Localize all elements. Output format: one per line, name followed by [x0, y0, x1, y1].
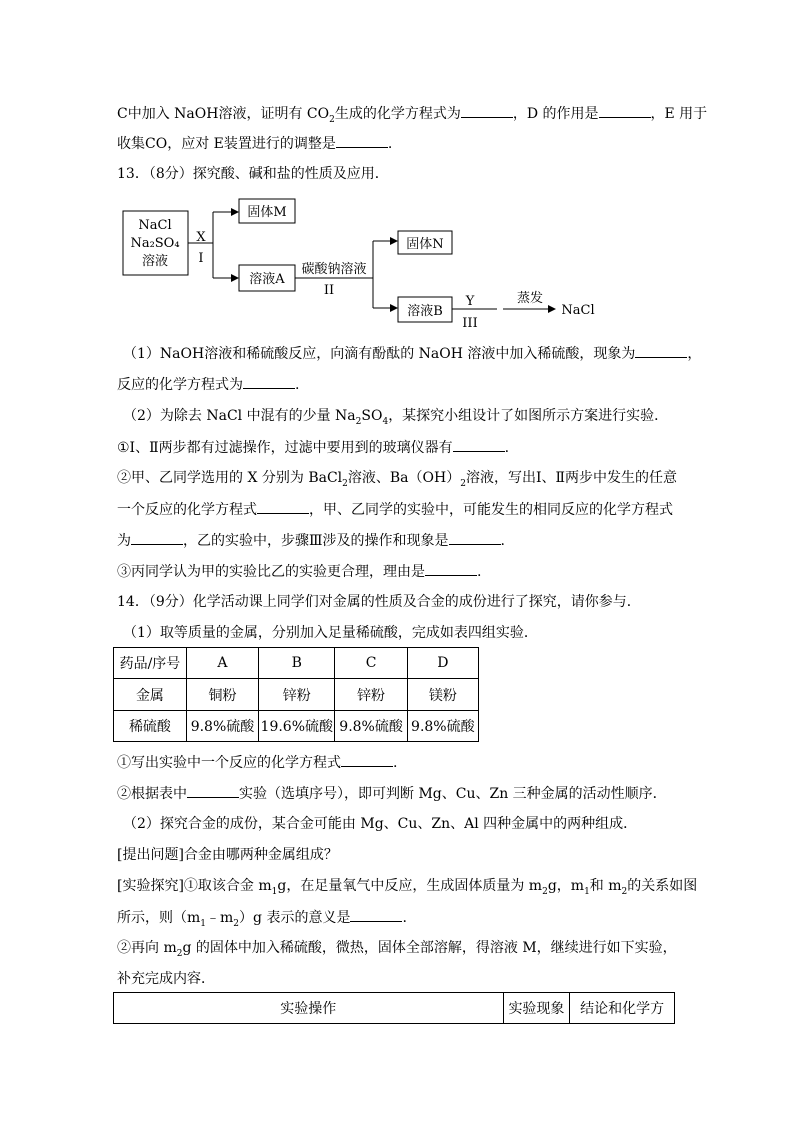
answer-blank[interactable]: [336, 133, 388, 148]
solid-m-label: 固体M: [247, 205, 287, 220]
answer-blank[interactable]: [257, 499, 309, 514]
product-label: NaCl: [561, 303, 595, 318]
flow-diagram: [115, 196, 615, 336]
table-cell: 稀硫酸: [114, 711, 187, 742]
text-line: [实验探究]①取该合金 $m_1g$，在足量氧气中反应，生成固体质量为 $m_2g$，$m_1$和 $m_2$的关系如图: [117, 878, 698, 897]
text-line: ③丙同学认为甲的实验比乙的实验更合理，理由是 .: [117, 561, 481, 582]
y-label: Y: [465, 294, 475, 309]
solution-a-label: 溶液A: [249, 272, 285, 287]
start-box-line: NaCl: [138, 218, 172, 233]
text-line: （1）取等质量的金属，分别加入足量稀硫酸，完成如表四组实验．: [123, 625, 538, 641]
solution-b-label: 溶液B: [407, 304, 443, 319]
table-header: D: [407, 648, 478, 679]
text-line: ②再向 $m_2g$ 的固体中加入稀硫酸，微热，固体全部溶解，得溶液 M，继续进行如下实验，: [117, 940, 677, 959]
text-line: 一个反应的化学方程式 ，甲、乙同学的实验中，可能发生的相同反应的化学方程式: [117, 499, 673, 520]
answer-blank[interactable]: [131, 530, 183, 545]
answer-blank[interactable]: [635, 343, 687, 358]
x-label: X: [196, 230, 206, 245]
answer-blank[interactable]: [449, 530, 501, 545]
table-header: A: [186, 648, 258, 679]
table-header-row: [114, 993, 675, 1024]
table-cell: 9.8%硫酸: [407, 711, 478, 742]
answer-blank[interactable]: [350, 907, 402, 922]
table-cell: 锌粉: [335, 679, 407, 711]
start-box-line: 溶液: [141, 254, 169, 269]
text-line: [提出问题]合金由哪两种金属组成？: [117, 847, 338, 863]
table-header: 结论和化学方: [570, 993, 675, 1024]
text-line: C中加入 NaOH溶液，证明有 $CO_2$生成的化学方程式为 ，D 的作用是 ，E 用于: [117, 103, 707, 130]
evaporate-label: 蒸发: [516, 291, 544, 306]
table-cell: 9.8%硫酸: [335, 711, 407, 742]
table-cell: 镁粉: [407, 679, 478, 711]
table-cell: 锌粉: [259, 679, 335, 711]
table-header: 药品/序号: [114, 648, 187, 679]
step-3-label: III: [462, 316, 478, 331]
metal-experiment-table: [113, 647, 479, 742]
table-header: 实验操作: [114, 993, 504, 1024]
answer-blank[interactable]: [599, 103, 651, 118]
question-14-title: 14．（9分）化学活动课上同学们对金属的性质及合金的成份进行了探究，请你参与．: [117, 594, 641, 610]
text-line: （1）NaOH溶液和稀硫酸反应，向滴有酚酞的 NaOH 溶液中加入稀硫酸，现象为 ，: [123, 343, 701, 364]
table-cell: 铜粉: [186, 679, 258, 711]
table-header: 实验现象: [503, 993, 570, 1024]
step-2-label: II: [323, 283, 335, 298]
text-line: （2）探究合金的成份，某合金可能由 Mg、Cu、Zn、Al 四种金属中的两种组成．: [123, 816, 638, 832]
table-header-row: [114, 648, 479, 679]
experiment-report-table: [113, 992, 675, 1024]
text-line: 反应的化学方程式为 .: [117, 374, 299, 395]
text-line: 补充完成内容．: [117, 971, 215, 987]
text-line: ②甲、乙同学选用的 X 分别为 BaCl$_2$溶液、$Ba(OH)_2$溶液，写出Ⅰ、Ⅱ两步中发生的任意: [117, 470, 677, 489]
text-line: 所示，则$(m_1﹣m_2)g$ 表示的意义是 .: [117, 907, 407, 934]
answer-blank[interactable]: [453, 437, 505, 452]
table-cell: 9.8%硫酸: [186, 711, 258, 742]
text-line: 收集CO，应对 E装置进行的调整是 .: [117, 133, 392, 154]
answer-blank[interactable]: [425, 561, 477, 576]
text-line: 为 ，乙的实验中，步骤Ⅲ涉及的操作和现象是 .: [117, 530, 505, 551]
step-1-label: I: [198, 251, 204, 266]
solid-n-label: 固体N: [406, 237, 444, 252]
start-box-line: Na₂SO₄: [130, 236, 180, 251]
text-line: ①Ⅰ、Ⅱ两步都有过滤操作，过滤中要用到的玻璃仪器有 .: [117, 437, 509, 458]
text-line: （2）为除去 NaCl 中混有的少量 $Na_2SO_4$，某探究小组设计了如图所示方案进行实验．: [123, 408, 669, 427]
question-13-title: 13．（8分）探究酸、碱和盐的性质及应用．: [117, 166, 389, 182]
answer-blank[interactable]: [187, 783, 239, 798]
text-line: ①写出实验中一个反应的化学方程式 .: [117, 752, 397, 773]
table-header: B: [259, 648, 335, 679]
table-cell: 金属: [114, 679, 187, 711]
text-line: ②根据表中 实验（选填序号），即可判断 Mg、Cu、Zn 三种金属的活动性顺序．: [117, 783, 667, 804]
answer-blank[interactable]: [461, 103, 513, 118]
table-row: [114, 679, 479, 711]
reagent-label: 碳酸钠溶液: [301, 262, 367, 277]
table-row: [114, 711, 479, 742]
answer-blank[interactable]: [341, 752, 393, 767]
answer-blank[interactable]: [243, 374, 295, 389]
table-cell: 19.6%硫酸: [259, 711, 335, 742]
table-header: C: [335, 648, 407, 679]
